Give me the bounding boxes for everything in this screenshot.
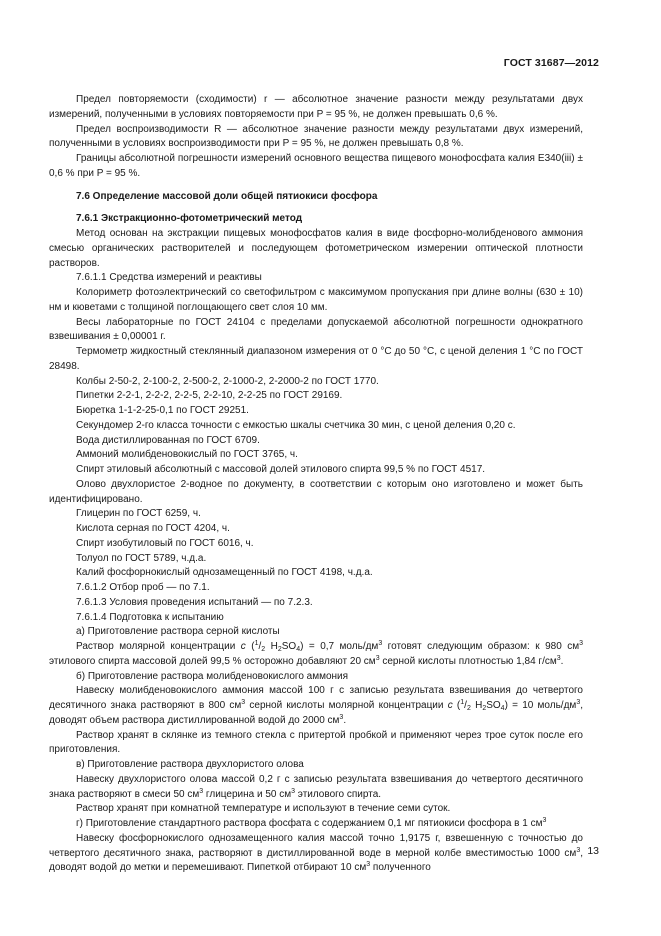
step-b-heading: б) Приготовление раствора молибденовокислого аммония: [76, 670, 349, 682]
step-b-text: Навеску молибденовокислого аммония массой 100 г с записью результата взвешивания до четвертого десятичного знака растворяют в 800 $см^3$ серной кислоты молярной концентрации c ($^1/_2$ $H_2SO_4) = 10$ моль/$дм^3$, доводят объем раствора дистиллированной водой до 2000 $см^3$.: [49, 685, 583, 726]
paragraph-method-description: Метод основан на экстракции пищевых монофосфатов калия в виде фосфорно-молибденового аммония смесью органических растворителей и последующем фотометрическом измерении оптической плотности растворов.: [49, 228, 583, 269]
item-stopwatch: Секундомер 2-го класса точности с емкостью шкалы счетчика 30 мин, с ценой деления 0,20 с.: [76, 419, 516, 431]
subsection-heading-7-6-1: 7.6.1 Экстракционно-фотометрический метод: [76, 213, 303, 225]
page-number: 13: [587, 845, 599, 857]
step-g-heading: г) Приготовление стандартного раствора фосфата с содержанием 0,1 мг пятиокиси фосфора в 1 $см^3$: [76, 817, 547, 829]
item-pipettes: Пипетки 2-2-1, 2-2-2, 2-2-5, 2-2-10, 2-2-25 по ГОСТ 29169.: [76, 390, 343, 402]
clause-heading-7-6-1-4: 7.6.1.4 Подготовка к испытанию: [76, 611, 224, 623]
paragraph-error-bounds: Границы абсолютной погрешности измерений основного вещества пищевого монофосфата калия Е340(iii) ± 0,6 % при P = 95 %.: [49, 153, 583, 179]
document-body: [49, 93, 583, 876]
item-thermometer: Термометр жидкостный стеклянный диапазоном измерения от 0 °С до 50 °С, с ценой деления 1 °С по ГОСТ 28498.: [49, 346, 583, 372]
paragraph-repeatability-limit: Предел повторяемости (сходимости) r — абсолютное значение разности между результатами двух измерений, полученными в условиях повторяемости при P = 95 %, не должен превышать 0,6 %.: [49, 94, 583, 120]
item-isobutyl-alcohol: Спирт изобутиловый по ГОСТ 6016, ч.: [76, 537, 254, 549]
step-v-storage: Раствор хранят при комнатной температуре и используют в течение семи суток.: [76, 803, 451, 815]
clause-7-6-1-2: 7.6.1.2 Отбор проб — по 7.1.: [76, 582, 210, 593]
step-a-heading: а) Приготовление раствора серной кислоты: [76, 626, 280, 638]
step-v-text: Навеску двухлористого олова массой 0,2 г с записью результата взвешивания до четвертого десятичного знака растворяют в смеси 50 $см^3$ глицерина и 50 $см^3$ этилового спирта.: [49, 773, 583, 800]
item-sulfuric-acid: Кислота серная по ГОСТ 4204, ч.: [76, 523, 230, 534]
item-toluene: Толуол по ГОСТ 5789, ч.д.а.: [76, 552, 207, 564]
item-colorimeter: Колориметр фотоэлектрический со светофильтром с максимумом пропускания при длине волны (630 ± 10) нм и кюветами с толщиной поглощающего свет слоя 10 мм.: [49, 287, 583, 313]
item-distilled-water: Вода дистиллированная по ГОСТ 6709.: [76, 434, 260, 446]
section-heading-7-6: 7.6 Определение массовой доли общей пятиокиси фосфора: [76, 190, 378, 202]
item-flasks: Колбы 2-50-2, 2-100-2, 2-500-2, 2-1000-2, 2-2000-2 по ГОСТ 1770.: [76, 375, 379, 387]
step-v-heading: в) Приготовление раствора двухлористого олова: [76, 759, 304, 770]
item-tin-dichloride: Олово двухлористое 2-водное по документу, в соответствии с которым оно изготовлено и может быть идентифицировано.: [49, 478, 583, 505]
item-ethyl-alcohol: Спирт этиловый абсолютный с массовой долей этилового спирта 99,5 % по ГОСТ 4517.: [76, 464, 486, 475]
item-ammonium-molybdate: Аммоний молибденовокислый по ГОСТ 3765, ч.: [76, 449, 298, 461]
clause-heading-7-6-1-1: 7.6.1.1 Средства измерений и реактивы: [76, 272, 262, 284]
paragraph-reproducibility-limit: Предел воспроизводимости R — абсолютное значение разности между результатами двух измерений, полученными в условиях воспроизводимости при P = 95 %, не должен превышать 0,8 %.: [49, 123, 583, 150]
standard-number-header: ГОСТ 31687—2012: [503, 57, 599, 69]
clause-7-6-1-3: 7.6.1.3 Условия проведения испытаний — по 7.2.3.: [76, 596, 313, 608]
item-glycerin: Глицерин по ГОСТ 6259, ч.: [76, 508, 201, 520]
item-potassium-phosphate: Калий фосфорнокислый однозамещенный по ГОСТ 4198, ч.д.а.: [76, 567, 373, 579]
item-scales: Весы лабораторные по ГОСТ 24104 с пределами допускаемой абсолютной погрешности однократного взвешивания ± 0,00001 г.: [49, 316, 583, 343]
step-a-text: Раствор молярной концентрации c ($^1/_2$ $H_2SO_4) = 0,7$ моль/$дм^3$ готовят следующим образом: к 980 $см^3$ этилового спирта массовой долей 99,5 % осторожно добавляют 20 $см^3$ серной кислоты плотностью 1,84 $г/см^3$.: [49, 640, 584, 667]
item-burette: Бюретка 1-1-2-25-0,1 по ГОСТ 29251.: [76, 405, 249, 416]
step-b-storage: Раствор хранят в склянке из темного стекла с притертой пробкой и применяют через трое суток после его приготовления.: [49, 729, 583, 756]
step-g-text: Навеску фосфорнокислого однозамещенного калия массой точно 1,9175 г, взвешенную с точностью до четвертого десятичного знака, растворяют в дистиллированной воде в мерной колбе вместимостью 1000 $см^3$, доводят водой до метки и перемешивают. Пипеткой отбирают 10 $см^3$ полученного: [49, 832, 583, 874]
